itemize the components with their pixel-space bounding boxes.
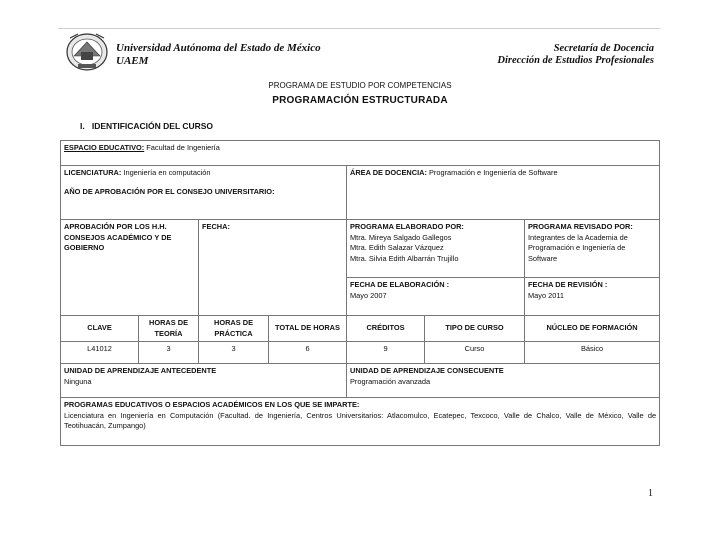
fecha-cell: [199, 220, 347, 316]
fecha-elaboracion-value: Mayo 2007: [350, 290, 387, 300]
section-number: I.: [80, 121, 85, 131]
header-creditos: CRÉDITOS: [347, 316, 425, 342]
programas-cell: [61, 398, 660, 446]
programas-value: Licenciatura en Ingeniería en Computación (Facultad. de Ingeniería, Centros Universitarios: Atlacomulco, Ecatepec, Texcoco, Valle de Chalco, Valle de México, Valle de Teotihuacán, Zumpango): [64, 410, 657, 430]
fecha-label: FECHA:: [202, 222, 230, 231]
revisado-label: PROGRAMA REVISADO POR:: [528, 222, 633, 231]
programas-label: PROGRAMAS EDUCATIVOS O ESPACIOS ACADÉMICOS EN LOS QUE SE IMPARTE:: [64, 400, 360, 409]
value-horas-teoria: 3: [139, 342, 199, 364]
fecha-revision-value: Mayo 2011: [528, 290, 565, 300]
anio-label: AÑO DE APROBACIÓN POR EL CONSEJO UNIVERSITARIO:: [64, 186, 275, 196]
antecedente-cell: [61, 364, 347, 398]
uaem-seal-logo: [64, 30, 110, 72]
page-number: 1: [648, 488, 653, 499]
fecha-elaboracion-cell: [347, 278, 525, 316]
header-nucleo-formacion: NÚCLEO DE FORMACIÓN: [525, 316, 660, 342]
program-type-title: PROGRAMA DE ESTUDIO POR COMPETENCIAS: [268, 81, 452, 90]
aprobacion-label: APROBACIÓN POR LOS H.H. CONSEJOS ACADÉMICO Y DE GOBIERNO: [64, 222, 172, 252]
elaborado-name: Mtra. Mireya Salgado Gallegos: [350, 232, 452, 242]
header-rule: [58, 28, 660, 29]
consecuente-label: UNIDAD DE APRENDIZAJE CONSECUENTE: [350, 366, 504, 375]
university-name: Universidad Autónoma del Estado de México: [116, 42, 321, 54]
value-creditos: 9: [347, 342, 425, 364]
secretaria-name: Secretaría de Docencia: [553, 43, 654, 54]
value-total-horas: 6: [269, 342, 347, 364]
antecedente-value: Ninguna: [64, 376, 92, 386]
licenciatura-cell: [61, 166, 347, 220]
fecha-revision-label: FECHA DE REVISIÓN :: [528, 280, 608, 289]
elaborado-name: Mtra. Edith Salazar Vázquez: [350, 243, 444, 252]
course-title: PROGRAMACIÓN ESTRUCTURADA: [272, 95, 448, 106]
value-clave: L41012: [61, 342, 139, 364]
area-value: Programación e Ingeniería de Software: [428, 168, 558, 177]
university-block: [116, 42, 321, 68]
antecedente-label: UNIDAD DE APRENDIZAJE ANTECEDENTE: [64, 366, 217, 375]
area-cell: [347, 166, 660, 220]
direccion-name: Dirección de Estudios Profesionales: [497, 55, 654, 66]
value-nucleo-formacion: Básico: [525, 342, 660, 364]
revisado-value: Integrantes de la Academia de Programación e Ingeniería de Software: [528, 232, 628, 263]
section-heading: [80, 121, 213, 131]
fecha-revision-cell: [525, 278, 660, 316]
header-clave: CLAVE: [61, 316, 139, 342]
header-horas-teoria: HORAS DE TEORÍA: [139, 316, 199, 342]
elaborado-name: Mtra. Silvia Edith Albarrán Trujillo: [350, 253, 459, 263]
section-title: IDENTIFICACIÓN DEL CURSO: [91, 121, 214, 131]
licenciatura-value: Ingeniería en computación: [123, 168, 211, 177]
espacio-label: ESPACIO EDUCATIVO:: [64, 143, 145, 152]
fecha-elaboracion-label: FECHA DE ELABORACIÓN :: [350, 280, 450, 289]
espacio-value: Facultad de Ingeniería: [146, 143, 220, 152]
licenciatura-label: LICENCIATURA:: [64, 168, 122, 177]
course-identification-table: [60, 140, 660, 446]
header-tipo-curso: TIPO DE CURSO: [425, 316, 525, 342]
university-abbr: UAEM: [116, 55, 149, 67]
revisado-cell: [525, 220, 660, 278]
elaborado-cell: [347, 220, 525, 278]
aprobacion-cell: [61, 220, 199, 316]
value-horas-practica: 3: [199, 342, 269, 364]
area-label: ÁREA DE DOCENCIA:: [350, 168, 427, 177]
header-horas-practica: HORAS DE PRÁCTICA: [199, 316, 269, 342]
espacio-cell: [61, 141, 660, 166]
consecuente-value: Programación avanzada: [350, 376, 431, 386]
secretaria-block: [497, 43, 654, 67]
value-tipo-curso: Curso: [425, 342, 525, 364]
consecuente-cell: [347, 364, 660, 398]
elaborado-label: PROGRAMA ELABORADO POR:: [350, 222, 464, 231]
header-total-horas: TOTAL DE HORAS: [269, 316, 347, 342]
